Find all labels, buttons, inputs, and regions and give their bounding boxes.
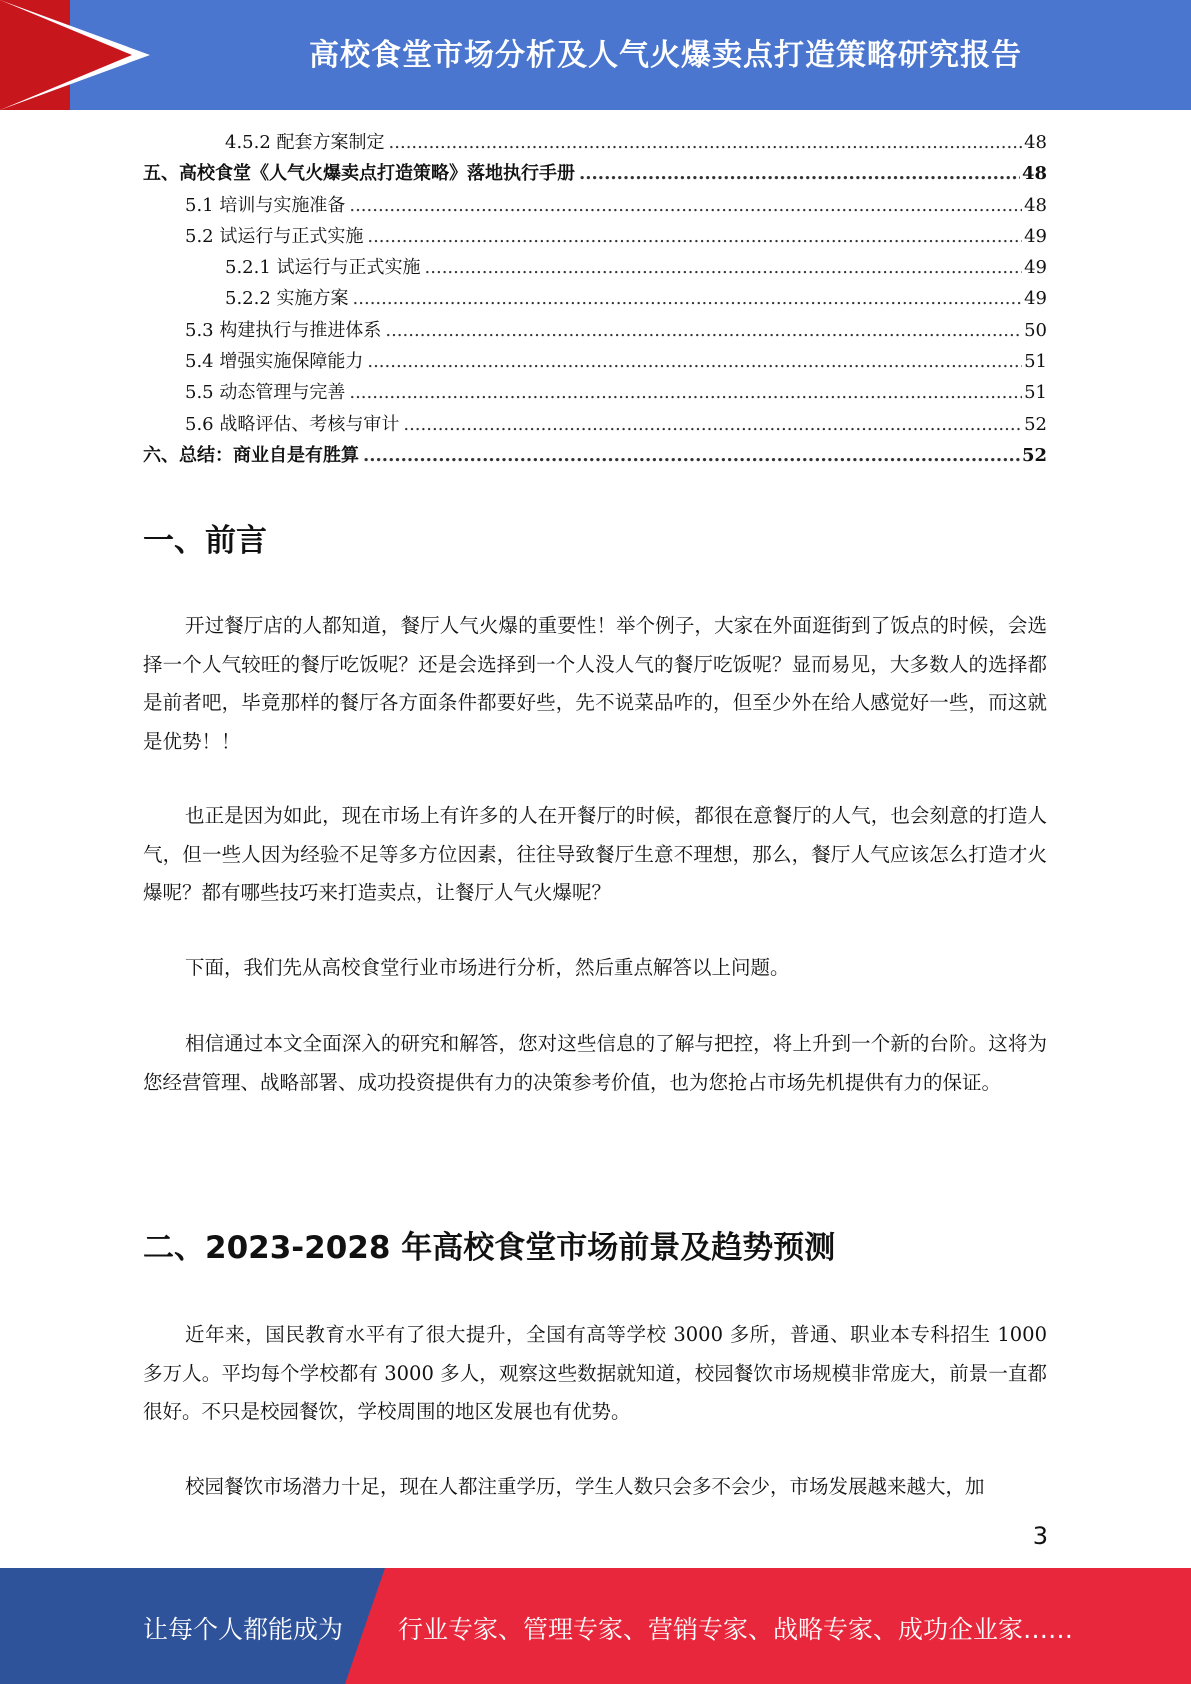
toc-entry[interactable] [143,222,1047,253]
toc-entry[interactable] [143,441,1047,472]
toc-entry-page: 51 [1024,351,1047,373]
toc-leader-dots [349,382,1022,403]
toc-entry[interactable] [143,378,1047,409]
toc-entry-page: 49 [1024,225,1047,247]
toc-entry[interactable] [143,347,1047,378]
page-number: 3 [1032,1522,1048,1550]
toc-entry[interactable] [143,316,1047,347]
toc-leader-dots [385,320,1022,341]
paragraph: 相信通过本文全面深入的研究和解答，您对这些信息的了解与把控，将上升到一个新的台阶。这将为您经营管理、战略部署、成功投资提供有力的决策参考价值，也为您抢占市场先机提供有力的保证。 [143,1032,1047,1094]
footer-slogan-left: 让每个人都能成为 [143,1615,344,1644]
toc-entry-label: 5.1 培训与实施准备 [185,194,346,216]
section-heading-forecast: 二、2023-2028 年高校食堂市场前景及趋势预测 [143,1230,836,1266]
toc-entry-page: 51 [1024,382,1047,404]
toc-entry-label: 5.2.2 实施方案 [225,288,349,310]
paragraph: 也正是因为如此，现在市场上有许多的人在开餐厅的时候，都很在意餐厅的人气，也会刻意的打造人气，但一些人因为经验不足等多方位因素，往往导致餐厅生意不理想，那么，餐厅人气应该怎么打造才火爆呢？都有哪些技巧来打造卖点，让餐厅人气火爆呢？ [143,804,1047,904]
toc-leader-dots [363,445,1020,466]
toc-leader-dots [367,226,1022,247]
toc-entry-label: 5.3 构建执行与推进体系 [185,319,382,341]
toc-entry[interactable] [143,284,1047,315]
toc-entry[interactable] [143,128,1047,159]
paragraph: 下面，我们先从高校食堂行业市场进行分析，然后重点解答以上问题。 [185,956,790,979]
paragraph: 近年来，国民教育水平有了很大提升，全国有高等学校 3000 多所，普通、职业本专科招生 1000 多万人。平均每个学校都有 3000 多人，观察这些数据就知道，校园餐饮市场规模非常庞大，前景一直都很好。不只是校园餐饮，学校周围的地区发展也有优势。 [143,1323,1047,1423]
report-title: 高校食堂市场分析及人气火爆卖点打造策略研究报告 [309,38,1022,73]
toc-entry[interactable] [143,159,1047,190]
toc-entry[interactable] [143,191,1047,222]
paragraph: 校园餐饮市场潜力十足，现在人都注重学历，学生人数只会多不会少，市场发展越来越大，加 [185,1475,985,1498]
toc-leader-dots [579,163,1020,184]
toc-leader-dots [353,288,1023,309]
toc-entry-page: 49 [1024,288,1047,310]
table-of-contents [143,128,1047,472]
page-header [0,0,1191,110]
toc-entry[interactable] [143,253,1047,284]
toc-leader-dots [425,257,1023,278]
toc-leader-dots [389,132,1023,153]
header-chevron [0,0,132,110]
toc-entry-page: 48 [1024,132,1047,153]
toc-entry-label: 5.2.1 试运行与正式实施 [225,257,421,279]
toc-entry-page: 48 [1021,163,1047,185]
toc-entry-page: 52 [1024,413,1047,435]
toc-entry-label: 六、总结：商业自是有胜算 [143,444,359,466]
toc-leader-dots [403,414,1022,435]
toc-entry[interactable] [143,410,1047,441]
toc-entry-label: 五、高校食堂《人气火爆卖点打造策略》落地执行手册 [143,163,575,185]
section-heading-preface: 一、前言 [143,523,267,559]
footer-slogan-right: 行业专家、管理专家、营销专家、战略专家、成功企业家…… [398,1615,1074,1644]
toc-entry-label: 5.5 动态管理与完善 [185,382,346,404]
page-footer [0,1568,1191,1684]
toc-entry-page: 48 [1024,194,1047,216]
toc-entry-page: 49 [1024,257,1047,279]
toc-leader-dots [367,351,1022,372]
toc-leader-dots [349,195,1022,216]
toc-entry-label: 5.2 试运行与正式实施 [185,225,364,247]
toc-entry-page: 50 [1024,319,1047,341]
toc-entry-page: 52 [1021,444,1047,466]
paragraph: 开过餐厅店的人都知道，餐厅人气火爆的重要性！举个例子，大家在外面逛街到了饭点的时候，会选择一个人气较旺的餐厅吃饭呢？还是会选择到一个人没人气的餐厅吃饭呢？显而易见，大多数人的选择都是前者吧，毕竟那样的餐厅各方面条件都要好些，先不说菜品咋的，但至少外在给人感觉好一些，而这就是优势！！ [143,614,1047,753]
toc-entry-label: 4.5.2 配套方案制定 [225,132,385,153]
toc-entry-label: 5.4 增强实施保障能力 [185,351,364,373]
toc-entry-label: 5.6 战略评估、考核与审计 [185,413,400,435]
